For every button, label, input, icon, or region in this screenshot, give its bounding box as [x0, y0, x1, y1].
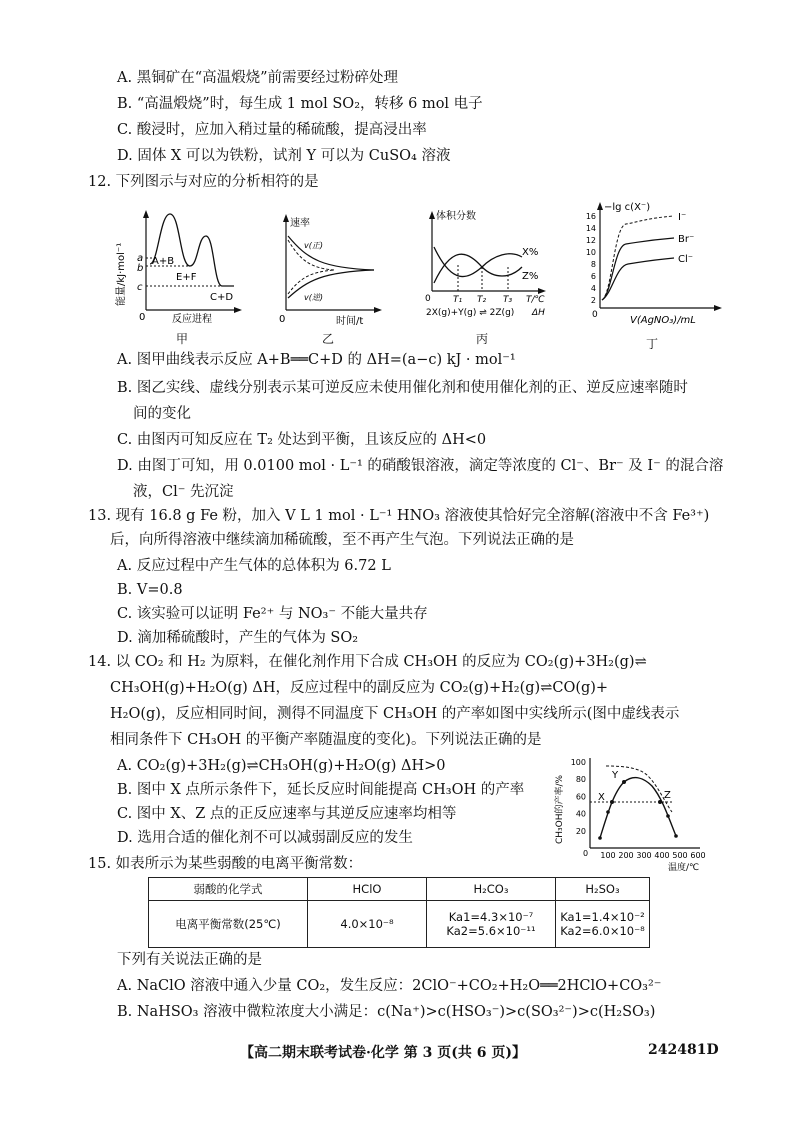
yi-caption: 乙 [322, 332, 335, 346]
q14-stem-line2: CH₃OH(g)+H₂O(g) ΔH，反应过程中的副反应为 CO₂(g)+H₂(g)⇌CO(g)+ [110, 680, 609, 696]
q14-ytick-label: 20 [575, 826, 586, 836]
ding-ytick-label: 8 [590, 260, 596, 269]
yi-v-fwd: v(正) [304, 241, 323, 250]
table-header-h2so3: H₂SO₃ [556, 878, 650, 901]
bing-xpct: X% [522, 247, 539, 258]
jia-label-a: a [137, 253, 144, 264]
jia-label-c: c [137, 282, 143, 293]
ding-caption: 丁 [646, 337, 659, 351]
jia-xlabel: 反应进程 [172, 314, 212, 325]
ding-curve-cl: Cl⁻ [678, 254, 694, 265]
table-header-hclo: HClO [308, 878, 427, 901]
q14-xtick-label: 300 [636, 851, 652, 860]
q14-origin: 0 [583, 849, 589, 858]
figure-ding [578, 196, 728, 331]
q15-stem: 15. 如表所示为某些弱酸的电离平衡常数： [88, 856, 363, 872]
ding-ytick-label: 2 [590, 296, 596, 305]
table-header-row [149, 878, 650, 901]
q14-stem-line1: 14. 以 CO₂ 和 H₂ 为原料，在催化剂作用下合成 CH₃OH 的反应为 CO₂(g)+3H₂(g)⇌ [88, 654, 647, 670]
jia-label-b: b [137, 263, 144, 274]
figure-yi [278, 210, 388, 325]
figure-jia [110, 206, 245, 326]
ding-ytick-label: 14 [585, 224, 596, 233]
q14-ylabel: CH₃OH的产率/% [555, 774, 565, 844]
q15-option-a: A. NaClO 溶液中通入少量 CO₂，发生反应：2ClO⁻+CO₂+H₂O══2HClO+CO₃²⁻ [117, 978, 662, 994]
h2so3-ka1: Ka1=1.4×10⁻² [560, 910, 645, 924]
q14-xtick-label: 400 [654, 851, 670, 860]
q14-option-c: C. 图中 X、Z 点的正反应速率与其逆反应速率均相等 [117, 806, 457, 822]
bing-t3: T₃ [503, 295, 513, 305]
table-row [149, 901, 650, 948]
q14-option-d: D. 选用合适的催化剂不可以减弱副反应的发生 [117, 830, 413, 846]
q14-xlabel: 温度/℃ [668, 863, 700, 873]
ding-ytick-label: 6 [590, 272, 596, 281]
q12-stem: 12. 下列图示与对应的分析相符的是 [88, 174, 319, 190]
bing-tunit: T/℃ [526, 295, 545, 305]
figure-bing [422, 205, 562, 325]
q14-stem-line3: H₂O(g)，反应相同时间，测得不同温度下 CH₃OH 的产率如图中实线所示(图中虚线表示 [110, 706, 680, 722]
q11-option-d: D. 固体 X 可以为铁粉，试剂 Y 可以为 CuSO₄ 溶液 [117, 148, 451, 164]
ding-ytick-label: 16 [585, 212, 596, 221]
jia-caption: 甲 [176, 332, 189, 346]
bing-caption: 丙 [476, 332, 489, 346]
q12-option-d-line2: 液，Cl⁻ 先沉淀 [133, 484, 234, 500]
jia-label-cd: C+D [210, 292, 234, 303]
q14-xtick-label: 200 [618, 851, 634, 860]
q14-stem-line4: 相同条件下 CH₃OH 的平衡产率随温度的变化)。下列说法正确的是 [110, 732, 542, 748]
q14-xtick-label: 500 [672, 851, 688, 860]
h2co3-ka2: Ka2=5.6×10⁻¹¹ [446, 924, 536, 938]
yi-v-rev: v(逆) [304, 293, 323, 302]
q14-xtick-label: 600 [690, 851, 706, 860]
q13-option-d: D. 滴加稀硫酸时，产生的气体为 SO₂ [117, 630, 359, 646]
ding-ylabel: −lg c(X⁻) [604, 202, 651, 213]
q13-stem-line1: 13. 现有 16.8 g Fe 粉，加入 V L 1 mol · L⁻¹ HNO₃ 溶液使其恰好完全溶解(溶液中不含 Fe³⁺) [88, 508, 710, 524]
ding-ytick-label: 4 [590, 284, 596, 293]
q12-option-b-line1: B. 图乙实线、虚线分别表示某可逆反应未使用催化剂和使用催化剂的正、逆反应速率随时 [117, 380, 688, 396]
bing-zpct: Z% [522, 271, 539, 282]
table-header-h2co3: H₂CO₃ [427, 878, 556, 901]
yi-xlabel: 时间/t [336, 316, 364, 325]
q12-option-d-line1: D. 由图丁可知，用 0.0100 mol · L⁻¹ 的硝酸银溶液，滴定等浓度的 Cl⁻、Br⁻ 及 I⁻ 的混合溶 [117, 458, 724, 474]
q15-subprompt: 下列有关说法正确的是 [117, 952, 262, 968]
bing-ylabel: 体积分数 [436, 211, 476, 222]
q11-option-b: B. “高温煅烧”时，每生成 1 mol SO₂，转移 6 mol 电子 [117, 96, 483, 112]
yi-origin: 0 [279, 314, 286, 325]
bing-t1: T₁ [453, 295, 463, 305]
q13-option-b: B. V=0.8 [117, 582, 183, 598]
bing-reaction: 2X(g)+Y(g) ⇌ 2Z(g) [426, 308, 515, 318]
q14-point-z: Z [664, 790, 671, 801]
q15-option-b: B. NaHSO₃ 溶液中微粒浓度大小满足：c(Na⁺)>c(HSO₃⁻)>c(SO₃²⁻)>c(H₂SO₃) [117, 1004, 656, 1020]
figure-q14 [548, 752, 708, 874]
q14-xtick-label: 100 [600, 851, 616, 860]
q12-option-b-line2: 间的变化 [133, 406, 191, 422]
ding-curve-br: Br⁻ [678, 234, 695, 245]
table-cell-hclo: 4.0×10⁻⁸ [308, 901, 427, 948]
q13-option-a: A. 反应过程中产生气体的总体积为 6.72 L [117, 558, 391, 574]
jia-label-ab: A+B [152, 256, 175, 267]
q13-stem-line2: 后，向所得溶液中继续滴加稀硫酸，至不再产生气泡。下列说法正确的是 [110, 532, 574, 548]
ionization-constants-table [148, 877, 650, 948]
q11-option-c: C. 酸浸时，应加入稍过量的稀硫酸，提高浸出率 [117, 122, 427, 138]
q14-point-y: Y [612, 770, 619, 781]
table-header-formula: 弱酸的化学式 [149, 878, 308, 901]
yi-ylabel: 速率 [290, 218, 310, 229]
q12-option-a: A. 图甲曲线表示反应 A+B══C+D 的 ΔH=(a−c) kJ · mol⁻¹ [117, 352, 516, 368]
ding-xlabel: V(AgNO₃)/mL [630, 315, 696, 326]
ding-ytick-label: 10 [585, 248, 596, 257]
q14-ytick-label: 60 [575, 792, 586, 802]
table-row-label: 电离平衡常数(25℃) [149, 901, 308, 948]
ding-origin: 0 [592, 310, 598, 320]
q14-point-x: X [598, 792, 605, 803]
page-footer-code: 242481D [648, 1042, 719, 1058]
ding-ytick-label: 12 [585, 236, 596, 245]
q13-option-c: C. 该实验可以证明 Fe²⁺ 与 NO₃⁻ 不能大量共存 [117, 606, 428, 622]
q12-option-c: C. 由图丙可知反应在 T₂ 处达到平衡，且该反应的 ΔH<0 [117, 432, 487, 448]
q14-ytick-label: 100 [570, 758, 586, 767]
page-footer-title: 【高二期末联考试卷·化学 第 3 页(共 6 页)】 [240, 1045, 526, 1061]
q14-option-a: A. CO₂(g)+3H₂(g)⇌CH₃OH(g)+H₂O(g) ΔH>0 [117, 758, 446, 774]
q14-ytick-label: 40 [575, 809, 586, 819]
bing-origin: 0 [425, 294, 431, 304]
jia-origin: 0 [139, 312, 146, 323]
jia-ylabel: 能量/kJ·mol⁻¹ [116, 242, 127, 306]
ding-curve-i: I⁻ [678, 212, 687, 223]
jia-label-ef: E+F [176, 272, 197, 283]
h2co3-ka1: Ka1=4.3×10⁻⁷ [448, 910, 534, 924]
h2so3-ka2: Ka2=6.0×10⁻⁸ [560, 924, 645, 938]
table-cell-h2so3 [556, 901, 650, 948]
bing-t2: T₂ [477, 295, 487, 305]
q11-option-a: A. 黑铜矿在“高温煅烧”前需要经过粉碎处理 [117, 70, 399, 86]
q14-option-b: B. 图中 X 点所示条件下，延长反应时间能提高 CH₃OH 的产率 [117, 782, 525, 798]
bing-dh: ΔH [532, 308, 545, 318]
table-cell-h2co3 [427, 901, 556, 948]
q14-ytick-label: 80 [575, 775, 586, 785]
